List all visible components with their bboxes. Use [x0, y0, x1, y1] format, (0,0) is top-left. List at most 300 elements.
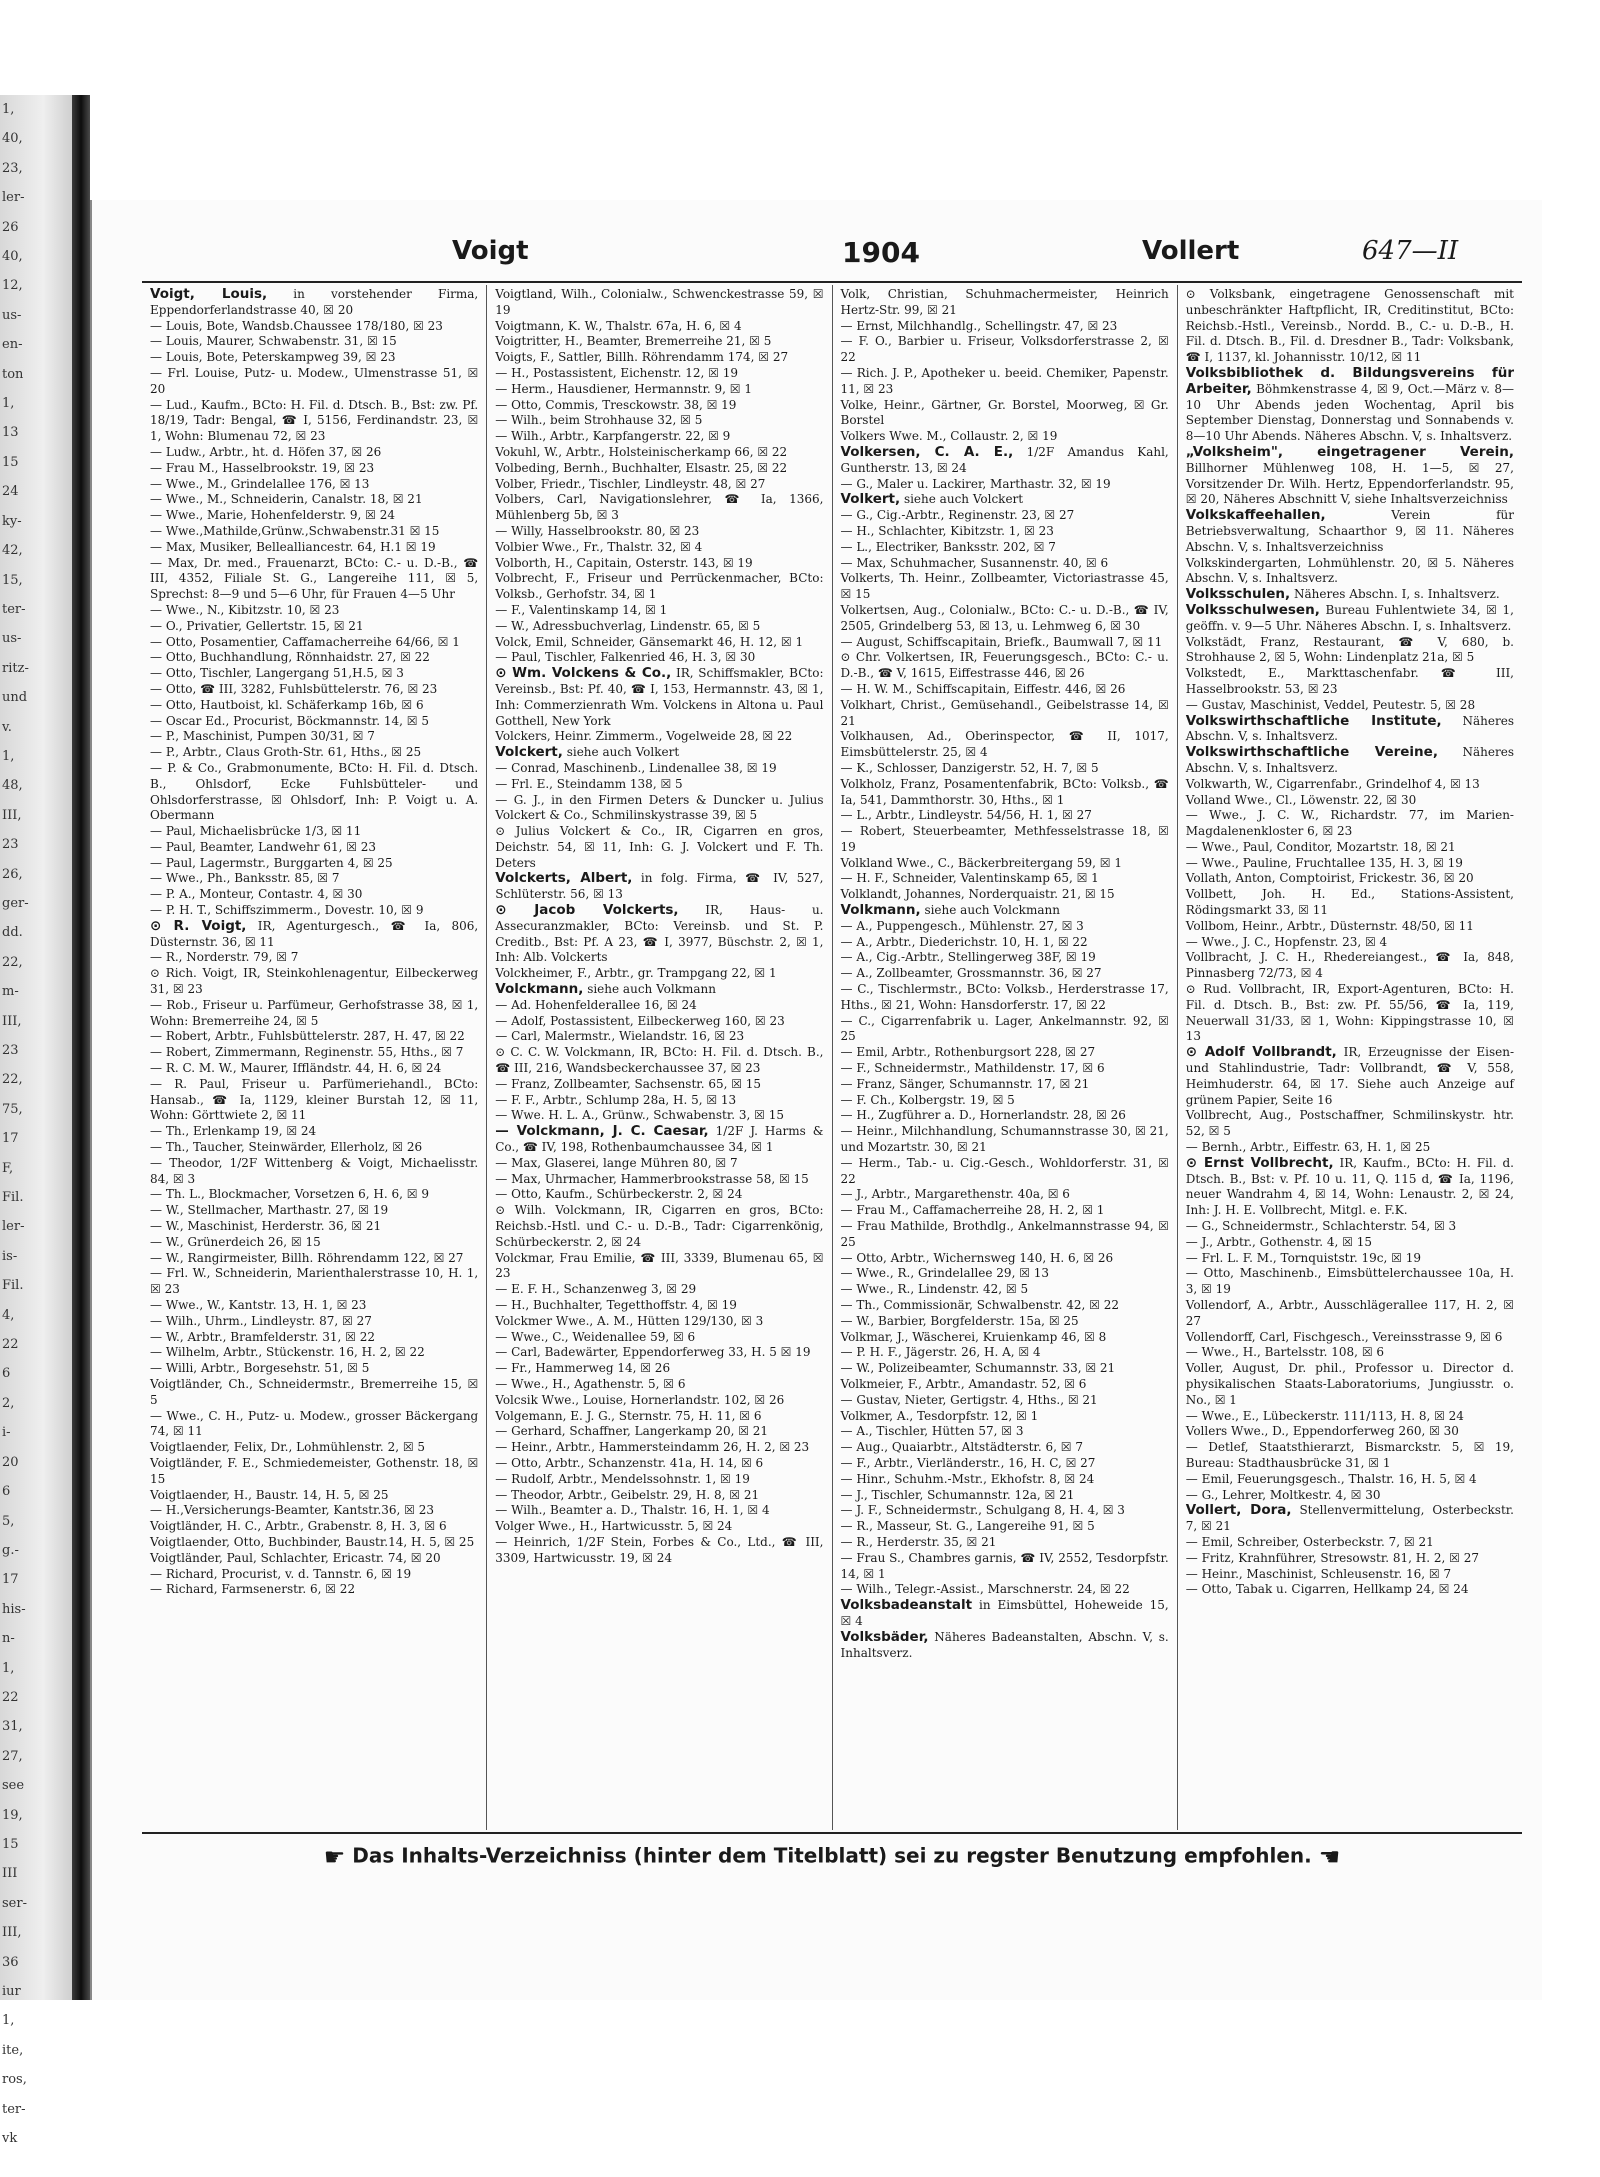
directory-entry	[1186, 950, 1514, 982]
prev-page-fragment: III,	[2, 1925, 22, 1941]
entry-text: Böhmkenstrasse 4, ☒ 9, Oct.—März v. 8—10 Uhr Abends jeden Wochentag, April bis September Dienstag, Donnerstag und Sonnabends v. 8—10 Uhr Abends. Näheres Abschn. V, s. Inhaltsverz.	[1185, 381, 1514, 444]
entry-text: — Otto, Maschinenb., Eimsbüttelerchaussee 10a, H. 3, ☒ 19	[1185, 1266, 1514, 1297]
directory-entry	[150, 1156, 478, 1188]
entry-text: — Max, Dr. med., Frauenarzt, BCto: C.- u. D.-B., ☎ III, 4352, Filiale St. G., Langereihe 111, ☒ 5, Sprechst: 8—9 und 5—6 Uhr, für Frauen 4—5 Uhr	[150, 555, 479, 602]
entry-text: — Richard, Farmsenerstr. 6, ☒ 22	[150, 1582, 356, 1597]
entry-heading: Volckert,	[495, 744, 563, 761]
directory-entry	[150, 1045, 478, 1061]
directory-entry	[841, 682, 1169, 698]
directory-entry	[150, 635, 478, 651]
entry-text: — W., Arbtr., Bramfelderstr. 31, ☒ 22	[150, 1329, 376, 1344]
prev-page-fragment: his-	[2, 1601, 26, 1617]
entry-text: — A., Tischler, Hütten 57, ☒ 3	[840, 1424, 1024, 1439]
directory-entry	[495, 1314, 823, 1330]
directory-entry	[150, 903, 478, 919]
directory-entry	[495, 1519, 823, 1535]
entry-text: — Otto, Posamentier, Caffamacherreihe 64/66, ☒ 1	[150, 634, 460, 649]
directory-entry	[841, 761, 1169, 777]
entry-text: — W., Maschinist, Herderstr. 36, ☒ 21	[150, 1219, 382, 1234]
entry-text: — Otto, Hautboist, kl. Schäferkamp 16b, ☒ 6	[150, 697, 424, 712]
header-year: 1904	[842, 236, 920, 269]
prev-page-fragment: III,	[2, 807, 22, 823]
directory-entry	[841, 1108, 1169, 1124]
entry-text: — August, Schiffscapitain, Briefk., Baumwall 7, ☒ 11	[840, 634, 1163, 649]
entry-text: — A., Puppengesch., Mühlenstr. 27, ☒ 3	[840, 918, 1084, 933]
directory-entry	[841, 1598, 1169, 1630]
directory-entry	[495, 1203, 823, 1250]
directory-entry	[495, 635, 823, 651]
prev-page-fragment: 20	[2, 1454, 19, 1470]
prev-page-fragment: us-	[2, 631, 22, 647]
directory-entry	[495, 477, 823, 493]
directory-entry	[495, 1108, 823, 1124]
directory-entry	[841, 366, 1169, 398]
prev-page-fragment: ger-	[2, 895, 29, 911]
prev-page-fragment: ler-	[2, 1219, 25, 1235]
directory-entry	[1186, 935, 1514, 951]
footer-text: Das Inhalts-Verzeichniss (hinter dem Titelblatt) sei zu regster Benutzung empfohlen.	[352, 1843, 1312, 1868]
entry-text: — F., Arbtr., Vierländerstr., 16, H. C, ☒ 27	[840, 1455, 1096, 1470]
column-2	[487, 285, 832, 1830]
entry-text: — Wilh., Telegr.-Assist., Marschnerstr. 24, ☒ 22	[840, 1582, 1130, 1597]
prev-page-fragment: ritz-	[2, 660, 29, 676]
directory-entry	[841, 966, 1169, 982]
directory-entry	[495, 350, 823, 366]
prev-page-fragment: 31,	[2, 1719, 23, 1735]
directory-entry	[495, 729, 823, 745]
entry-heading: Volkert,	[840, 491, 901, 508]
entry-text: Vollendorff, Carl, Fischgesch., Vereinsstrasse 9, ☒ 6	[1185, 1329, 1503, 1344]
directory-entry	[841, 650, 1169, 682]
directory-entry	[150, 619, 478, 635]
entry-text: Volck, Emil, Schneider, Gänsemarkt 46, H. 12, ☒ 1	[495, 634, 804, 649]
entry-text: Volborth, H., Capitain, Osterstr. 143, ☒ 19	[495, 555, 753, 570]
entry-text: — Theodor, Arbtr., Geibelstr. 29, H. 8, ☒ 21	[495, 1487, 760, 1502]
directory-entry	[150, 1077, 478, 1124]
directory-entry	[495, 871, 823, 903]
entry-text: — Wwe. H. L. A., Grünw., Schwabenstr. 3, ☒ 15	[495, 1108, 785, 1123]
entry-text: — H., Postassistent, Eichenstr. 12, ☒ 19	[495, 365, 738, 380]
entry-text: — H. F., Schneider, Valentinskamp 65, ☒ 1	[840, 871, 1099, 886]
entry-text: — A., Arbtr., Diederichstr. 10, H. 1, ☒ 22	[840, 934, 1088, 949]
directory-entry	[1186, 1488, 1514, 1504]
entry-text: Volk, Christian, Schuhmachermeister, Heinrich Hertz-Str. 99, ☒ 21	[840, 287, 1169, 317]
directory-entry	[495, 1361, 823, 1377]
entry-text: Volkertsen, Aug., Colonialw., BCto: C.- u. D.-B., ☎ IV, 2505, Grindelberg 53, ☒ 13, u. Lehmweg 6, ☒ 30	[840, 602, 1169, 633]
directory-entry	[841, 1519, 1169, 1535]
directory-entry	[1186, 982, 1514, 1045]
prev-page-fragment: und	[2, 690, 28, 706]
entry-text: — C., Tischlermstr., BCto: Volksb., Herderstrasse 17, Hths., ☒ 21, Wohn: Hansdorferstr. 17, ☒ 22	[840, 982, 1169, 1012]
directory-entry	[841, 1266, 1169, 1282]
entry-text: — R., Herderstr. 35, ☒ 21	[840, 1534, 997, 1549]
directory-entry	[495, 1124, 823, 1156]
footer-rule	[142, 1832, 1522, 1834]
directory-entry	[1186, 1345, 1514, 1361]
directory-entry	[495, 540, 823, 556]
prev-page-fragment: g.-	[2, 1542, 19, 1558]
prev-page-fragment: 26,	[2, 866, 23, 882]
entry-text: — Wwe., M., Schneiderin, Canalstr. 18, ☒ 21	[150, 492, 423, 507]
directory-entry	[495, 650, 823, 666]
entry-text: Vollbom, Heinr., Arbtr., Düsternstr. 48/50, ☒ 11	[1185, 918, 1474, 933]
entry-text: Billhorner Mühlenweg 108, H. 1—5, ☒ 27, Vorsitzender Dr. Wilh. Hertz, Eppendorferlandstr. 95, ☒ 20, Näheres Abschnitt V, siehe Inhaltsverzeichniss	[1185, 460, 1514, 507]
directory-entry	[495, 492, 823, 524]
directory-entry	[495, 461, 823, 477]
entry-text: in Eimsbüttel, Hoheweide 15, ☒ 4	[840, 1598, 1169, 1628]
entry-text: IR, Haus- u. Assecuranzmakler, BCto: Vereinsb. und St. P. Creditb., Bst: Pf. A 23, ☎ I, 3977, Büschstr. 2, ☒ 1, Inh: Alb. Volckerts	[495, 903, 824, 965]
directory-entry	[495, 1156, 823, 1172]
directory-entry	[841, 287, 1169, 319]
entry-text: — Wwe., E., Lübeckerstr. 111/113, H. 8, ☒ 24	[1185, 1408, 1464, 1423]
entry-text: — Wilh., Arbtr., Karpfangerstr. 22, ☒ 9	[495, 429, 731, 444]
entry-heading: Volksbäder,	[840, 1628, 929, 1645]
entry-text: — F. F., Arbtr., Schlump 28a, H. 5, ☒ 13	[495, 1092, 737, 1107]
directory-entry	[1186, 1535, 1514, 1551]
entry-heading: ⊙ Jacob Volckerts,	[495, 902, 679, 919]
entry-text: Näheres Badeanstalten, Abschn. V, s. Inhaltsverz.	[840, 1629, 1169, 1660]
directory-entry	[150, 1409, 478, 1441]
prev-page-fragment: 40,	[2, 249, 23, 265]
directory-entry	[150, 745, 478, 761]
entry-text: — J., Arbtr., Gothenstr. 4, ☒ 15	[1185, 1234, 1372, 1249]
directory-entry	[150, 1345, 478, 1361]
prev-page-fragment: i-	[2, 1425, 11, 1441]
prev-page-fragment: is-	[2, 1248, 18, 1264]
entry-text: — Wwe., H., Agathenstr. 5, ☒ 6	[495, 1376, 686, 1391]
prev-page-fragment: 26	[2, 219, 19, 235]
prev-page-fragment: en-	[2, 337, 23, 353]
directory-entry	[150, 350, 478, 366]
directory-entry	[841, 445, 1169, 477]
directory-entry	[150, 1551, 478, 1567]
header-first-name: Voigt	[452, 236, 529, 266]
entry-text: Volger Wwe., H., Hartwicusstr. 5, ☒ 24	[495, 1519, 733, 1534]
directory-entry	[150, 1251, 478, 1267]
entry-text: Voigtritter, H., Beamter, Bremerreihe 21, ☒ 5	[495, 334, 772, 349]
directory-entry	[495, 429, 823, 445]
directory-entry	[841, 1345, 1169, 1361]
entry-text: Vokuhl, W., Arbtr., Holsteinischerkamp 66, ☒ 22	[495, 444, 788, 459]
entry-text: Näheres Abschn. V, s. Inhaltsverz.	[1185, 713, 1515, 744]
entry-text: Voller, August, Dr. phil., Professor u. Director d. physikalischen Staats-Laboratoriums, Jungiusstr. o. No., ☒ 1	[1185, 1361, 1514, 1407]
entry-text: — Emil, Feuerungsgesch., Thalstr. 16, H. 5, ☒ 4	[1185, 1471, 1477, 1486]
directory-entry	[841, 1298, 1169, 1314]
entry-text: — Max, Glaserei, lange Mühren 80, ☒ 7	[495, 1155, 738, 1170]
directory-entry	[150, 1187, 478, 1203]
directory-entry	[495, 1014, 823, 1030]
entry-text: — G., Lehrer, Moltkestr. 4, ☒ 30	[1185, 1487, 1381, 1502]
directory-entry	[841, 477, 1169, 493]
entry-heading: Volkskaffeehallen,	[1185, 507, 1326, 524]
entry-text: — Emil, Schreiber, Osterbeckstr. 7, ☒ 21	[1185, 1534, 1434, 1549]
entry-text: Volbers, Carl, Navigationslehrer, ☎ Ia, 1366, Mühlenberg 5b, ☒ 3	[495, 492, 824, 523]
directory-entry	[841, 1282, 1169, 1298]
directory-entry	[150, 761, 478, 824]
entry-heading: Volckmann,	[495, 981, 584, 998]
entry-text: IR, Kaufm., BCto: H. Fil. d. Dtsch. B., Bst: v. Pf. 10 u. 11, Q. 115 d, ☎ Ia, 1196, neuer Wandrahm 4, ☒ 14, Wohn: Lenaustr. 2, ☒ 24, Inh: J. H. E. Vollbrecht, Mitgl. e. F.K.	[1185, 1155, 1514, 1218]
entry-text: Vollers Wwe., D., Eppendorferweg 260, ☒ 30	[1185, 1424, 1459, 1439]
entry-text: — J., Tischler, Schumannstr. 12a, ☒ 21	[840, 1487, 1075, 1502]
entry-heading: ⊙ Adolf Vollbrandt,	[1185, 1044, 1337, 1061]
entry-text: — W., Rangirmeister, Billh. Röhrendamm 122, ☒ 27	[150, 1250, 464, 1265]
directory-entry	[841, 698, 1169, 730]
entry-text: Volbeding, Bernh., Buchhalter, Elsastr. 25, ☒ 22	[495, 460, 788, 475]
prev-page-fragment: dd.	[2, 925, 23, 941]
entry-text: ⊙ Wilh. Volckmann, IR, Cigarren en gros, BCto: Reichsb.-Hstl. und C.- u. D.-B., Tadr: Cigarrenkönig, Schürbeckerstr. 2, ☒ 24	[495, 1203, 824, 1249]
entry-text: ⊙ Rud. Vollbracht, IR, Export-Agenturen, BCto: H. Fil. d. Dtsch. B., Bst: zw. Pf. 55/56, ☎ Ia, 119, Neuerwall 31/33, ☒ 1, Wohn: Kippingstrasse 10, ☒ 13	[1185, 982, 1514, 1044]
directory-entry	[150, 887, 478, 903]
entry-text: — Wwe., C., Weidenallee 59, ☒ 6	[495, 1329, 696, 1344]
entry-text: — Heinrich, 1/2F Stein, Forbes & Co., Ltd., ☎ III, 3309, Hartwicusstr. 19, ☒ 24	[495, 1534, 824, 1565]
directory-entry	[841, 729, 1169, 761]
directory-entry	[841, 556, 1169, 572]
directory-entry	[841, 1488, 1169, 1504]
directory-entry	[841, 1409, 1169, 1425]
entry-text: — H., Buchhalter, Tegetthoffstr. 4, ☒ 19	[495, 1298, 737, 1312]
entry-text: — P. H. F., Jägerstr. 26, H. A, ☒ 4	[840, 1345, 1041, 1360]
prev-page-fragment: 1,	[2, 1660, 15, 1676]
directory-entry	[150, 1203, 478, 1219]
prev-page-fragment: ky-	[2, 513, 22, 529]
entry-text: — Otto, Tischler, Langergang 51,H.5, ☒ 3	[150, 666, 404, 681]
directory-entry	[495, 1298, 823, 1314]
directory-entry	[150, 650, 478, 666]
entry-text: — Franz, Zollbeamter, Sachsenstr. 65, ☒ 15	[495, 1076, 762, 1091]
directory-entry	[150, 334, 478, 350]
entry-text: Voigtlaender, H., Baustr. 14, H. 5, ☒ 25	[150, 1487, 389, 1502]
entry-text: — Emil, Arbtr., Rothenburgsort 228, ☒ 27	[840, 1045, 1096, 1060]
directory-entry	[1186, 1361, 1514, 1408]
directory-entry	[1186, 1330, 1514, 1346]
entry-text: — Wwe., J. C. W., Richardstr. 77, im Marien-Magdalenenkloster 6, ☒ 23	[1185, 808, 1514, 839]
directory-entry	[841, 1093, 1169, 1109]
directory-entry	[841, 319, 1169, 335]
entry-heading: Volkswirthschaftliche Vereine,	[1185, 744, 1438, 761]
directory-entry	[841, 777, 1169, 809]
prev-page-fragment: 1,	[2, 102, 15, 117]
prev-page-fragment: 23	[2, 1043, 19, 1058]
directory-entry	[1186, 1045, 1514, 1108]
entry-text: Voigtmann, K. W., Thalstr. 67a, H. 6, ☒ 4	[495, 318, 742, 333]
entry-text: Volckheimer, F., Arbtr., gr. Trampgang 22, ☒ 1	[495, 966, 777, 981]
entry-heading: Volkswirthschaftliche Institute,	[1185, 712, 1442, 729]
prev-page-fragment: m-	[2, 984, 19, 1000]
directory-entry	[841, 571, 1169, 603]
entry-text: Volkmer, A., Tesdorpfstr. 12, ☒ 1	[840, 1408, 1039, 1423]
prev-page-fragment: 19,	[2, 1807, 23, 1823]
directory-entry	[841, 1361, 1169, 1377]
prev-page-fragment: 4,	[2, 1307, 15, 1323]
entry-text: — G. J., in den Firmen Deters & Duncker u. Julius Volckert & Co., Schmilinskystrasse 39, ☒ 5	[495, 792, 824, 823]
directory-entry	[495, 1251, 823, 1283]
directory-page	[90, 200, 1542, 2000]
entry-text: Vollbracht, J. C. H., Rhedereiangest., ☎ Ia, 848, Pinnasberg 72/73, ☒ 4	[1185, 950, 1514, 981]
entry-text: ⊙ Chr. Volkertsen, IR, Feuerungsgesch., BCto: C.- u. D.-B., ☎ V, 1615, Eiffestrasse 446, ☒ 26	[840, 650, 1169, 681]
prev-page-fragment: Fil.	[2, 1190, 24, 1206]
directory-entry	[841, 824, 1169, 856]
directory-entry	[841, 1377, 1169, 1393]
entry-text: — Wilhelm, Arbtr., Stückenstr. 16, H. 2, ☒ 22	[150, 1345, 425, 1360]
directory-entry	[150, 1140, 478, 1156]
entry-text: — Wwe., R., Grindelallee 29, ☒ 13	[840, 1266, 1050, 1281]
entry-text: — Wwe.,Mathilde,Grünw.,Schwabenstr.31 ☒ 15	[150, 523, 440, 538]
entry-text: — Robert, Zimmermann, Reginenstr. 55, Hths., ☒ 7	[150, 1045, 464, 1060]
entry-text: — Herm., Tab.- u. Cig.-Gesch., Wohldorferstr. 31, ☒ 22	[840, 1155, 1169, 1186]
entry-text: Volkmeier, F., Arbtr., Amandastr. 52, ☒ 6	[840, 1376, 1087, 1391]
entry-text: — R. C. M. W., Maurer, Iffländstr. 44, H. 6, ☒ 24	[150, 1061, 442, 1076]
entry-text: — Wilh., Beamter a. D., Thalstr. 16, H. 1, ☒ 4	[495, 1503, 770, 1518]
directory-entry	[841, 1472, 1169, 1488]
entry-heading: Volckerts, Albert,	[495, 870, 633, 887]
directory-entry	[841, 1582, 1169, 1598]
directory-entry	[495, 445, 823, 461]
directory-entry	[150, 1235, 478, 1251]
entry-text: — G., Maler u. Lackirer, Marthastr. 32, ☒ 19	[840, 476, 1111, 491]
entry-text: — Otto, Commis, Tresckowstr. 38, ☒ 19	[495, 397, 737, 412]
entry-text: Volkerts, Th. Heinr., Zollbeamter, Victoriastrasse 45, ☒ 15	[840, 571, 1169, 602]
entry-text: — Wwe., H., Bartelsstr. 108, ☒ 6	[1185, 1345, 1385, 1360]
prev-page-fragment: 23,	[2, 160, 23, 176]
entry-text: — Frau S., Chambres garnis, ☎ IV, 2552, Tesdorpfstr. 14, ☒ 1	[840, 1550, 1169, 1581]
prev-page-fragment: vk	[2, 2131, 18, 2147]
directory-entry	[841, 1393, 1169, 1409]
directory-entry	[841, 935, 1169, 951]
entry-text: Volland Wwe., Cl., Löwenstr. 22, ☒ 30	[1185, 792, 1417, 807]
entry-text: — Carl, Malermstr., Wielandstr. 16, ☒ 23	[495, 1029, 745, 1044]
directory-entry	[1186, 1503, 1514, 1535]
directory-entry	[841, 398, 1169, 430]
directory-entry	[841, 1440, 1169, 1456]
directory-entry	[841, 540, 1169, 556]
directory-entry	[495, 1377, 823, 1393]
entry-text: IR, Schiffsmakler, BCto: Vereinsb., Bst: Pf. 40, ☎ I, 153, Hermannstr. 43, ☒ 1, Inh: Commerzienrath Wm. Volckens in Altona u. Paul Gotthell, New York	[495, 666, 824, 728]
prev-page-fragment: 22,	[2, 954, 23, 970]
entry-text: Verein für Betriebsverwaltung, Schaarthor 9, ☒ 11. Näheres Abschn. V, s. Inhaltsverzeichniss	[1185, 508, 1514, 554]
directory-entry	[150, 1488, 478, 1504]
entry-text: — Wilh., Uhrm., Lindleystr. 87, ☒ 27	[150, 1313, 372, 1328]
entry-text: — Otto, ☎ III, 3282, Fuhlsbüttelerstr. 76, ☒ 23	[150, 681, 438, 696]
prev-page-fragment: III,	[2, 1013, 22, 1029]
entry-text: — Robert, Arbtr., Fuhlsbüttelerstr. 287, H. 47, ☒ 22	[150, 1029, 465, 1044]
entry-text: IR, Agenturgesch., ☎ Ia, 806, Düsternstr. 36, ☒ 11	[150, 918, 479, 949]
entry-text: — Frl. W., Schneiderin, Marienthalerstrasse 10, H. 1, ☒ 23	[150, 1266, 479, 1297]
directory-entry	[841, 1014, 1169, 1046]
entry-text: Volckmar, Frau Emilie, ☎ III, 3339, Blumenau 65, ☒ 23	[495, 1250, 824, 1281]
entry-text: — Wwe., Marie, Hohenfelderstr. 9, ☒ 24	[150, 508, 395, 523]
entry-text: — Lud., Kaufm., BCto: H. Fil. d. Dtsch. B., Bst: zw. Pf. 18/19, Tadr: Bengal, ☎ I, 5156, Ferdinandstr. 23, ☒ 1, Wohn: Blumenau 72, ☒ 23	[150, 397, 479, 444]
directory-entry	[150, 477, 478, 493]
entry-text: — F., Valentinskamp 14, ☒ 1	[495, 602, 668, 617]
entry-text: Volkwarth, W., Cigarrenfabr., Grindelhof 4, ☒ 13	[1185, 776, 1480, 791]
entry-heading: — Volckmann, J. C. Caesar,	[495, 1123, 709, 1140]
entry-text: Voigtlaender, Felix, Dr., Lohmühlenstr. 2, ☒ 5	[150, 1440, 426, 1455]
entry-text: — W., Stellmacher, Marthastr. 27, ☒ 19	[150, 1203, 389, 1218]
prev-page-fragment: see	[2, 1778, 25, 1794]
entry-text: — Gustav, Maschinist, Veddel, Peutestr. 5, ☒ 28	[1185, 697, 1476, 712]
entry-text: — Wwe., C. H., Putz- u. Modew., grosser Bäckergang 74, ☒ 11	[150, 1408, 479, 1439]
prev-page-fragment: ler-	[2, 190, 25, 206]
directory-entry	[1186, 1298, 1514, 1330]
directory-entry	[495, 319, 823, 335]
directory-entry	[495, 1488, 823, 1504]
entry-text: siehe auch Volkmann	[583, 982, 716, 997]
header-rule	[142, 281, 1522, 283]
entry-text: — Rob., Friseur u. Parfümeur, Gerhofstrasse 38, ☒ 1, Wohn: Bremerreihe 24, ☒ 5	[150, 997, 479, 1028]
directory-entry	[150, 729, 478, 745]
directory-entry	[495, 777, 823, 793]
entry-text: — A., Cig.-Arbtr., Stellingerweg 38F, ☒ 19	[840, 950, 1096, 965]
directory-entry	[841, 603, 1169, 635]
entry-text: — P., Maschinist, Pumpen 30/31, ☒ 7	[150, 729, 375, 744]
directory-entry	[150, 461, 478, 477]
entry-text: — R. Paul, Friseur u. Parfümeriehandl., BCto: Hansab., ☎ Ia, 1129, kleiner Burstah 12, ☒ 11, Wohn: Görttwiete 2, ☒ 11	[150, 1076, 479, 1123]
entry-text: — Hinr., Schuhm.-Mstr., Ekhofstr. 8, ☒ 24	[840, 1471, 1095, 1486]
directory-entry	[1186, 793, 1514, 809]
directory-entry	[495, 761, 823, 777]
entry-text: IR, Erzeugnisse der Eisen- und Stahlindustrie, Tadr: Vollbrandt, ☎ V, 558, Heimhuderstr. 64, ☒ 17. Siehe auch Anzeige auf grünem Papier, Seite 16	[1185, 1045, 1514, 1107]
directory-entry	[1186, 777, 1514, 793]
entry-text: — Paul, Michaelisbrücke 1/3, ☒ 11	[150, 824, 362, 839]
entry-text: — Frl. Louise, Putz- u. Modew., Ulmenstrasse 51, ☒ 20	[150, 365, 479, 396]
prev-page-fragment: 1,	[2, 2013, 15, 2029]
directory-entry	[841, 524, 1169, 540]
prev-page-fragment: 75,	[2, 1101, 23, 1117]
directory-entry	[495, 1409, 823, 1425]
directory-entry	[841, 492, 1169, 508]
directory-entry	[150, 950, 478, 966]
directory-entry	[495, 619, 823, 635]
entry-heading: Volksschulwesen,	[1185, 601, 1320, 618]
entry-text: — Th., Erlenkamp 19, ☒ 24	[150, 1124, 317, 1139]
entry-text: Volkstedt, E., Markttaschenfabr. ☎ III, Hasselbrookstr. 53, ☒ 23	[1185, 666, 1514, 696]
directory-entry	[150, 1567, 478, 1583]
prev-page-fragment: 22	[2, 1689, 19, 1705]
directory-entry	[841, 1503, 1169, 1519]
directory-entry	[495, 398, 823, 414]
directory-entry	[150, 445, 478, 461]
directory-entry	[150, 366, 478, 398]
directory-entry	[495, 903, 823, 966]
directory-entry	[495, 1187, 823, 1203]
prev-page-fragment: 27,	[2, 1748, 23, 1764]
entry-text: in folg. Firma, ☎ IV, 527, Schlüterstr. 56, ☒ 13	[495, 871, 824, 902]
entry-text: — Wwe., M., Grindelallee 176, ☒ 13	[150, 476, 370, 491]
prev-page-fragment: 1,	[2, 748, 15, 764]
entry-text: siehe auch Volkert	[562, 745, 680, 760]
directory-entry	[495, 413, 823, 429]
entry-text: 1/2F J. Harms & Co., ☎ IV, 198, Rothenbaumchaussee 34, ☒ 1	[495, 1124, 824, 1155]
directory-entry	[150, 1582, 478, 1598]
entry-heading: ⊙ Ernst Vollbrecht,	[1185, 1154, 1334, 1171]
entry-heading: Volkersen, C. A. E.,	[840, 443, 1014, 460]
directory-entry	[841, 982, 1169, 1014]
directory-entry	[1186, 1440, 1514, 1472]
prev-page-fragment: v.	[2, 719, 12, 735]
prev-page-fragment: 12,	[2, 278, 23, 294]
directory-entry	[1186, 1251, 1514, 1267]
entry-text: — Frl. L. F. M., Tornquiststr. 19c, ☒ 19	[1185, 1250, 1421, 1265]
column-4	[1178, 285, 1522, 1830]
directory-entry	[1186, 1409, 1514, 1425]
directory-entry	[495, 1424, 823, 1440]
directory-entry	[1186, 856, 1514, 872]
entry-text: — Frau M., Hasselbrookstr. 19, ☒ 23	[150, 460, 375, 475]
entry-text: Volklandt, Johannes, Norderquaistr. 21, ☒ 15	[840, 887, 1115, 902]
directory-entry	[150, 319, 478, 335]
directory-entry	[150, 1124, 478, 1140]
prev-page-fragment: 6	[2, 1366, 11, 1382]
